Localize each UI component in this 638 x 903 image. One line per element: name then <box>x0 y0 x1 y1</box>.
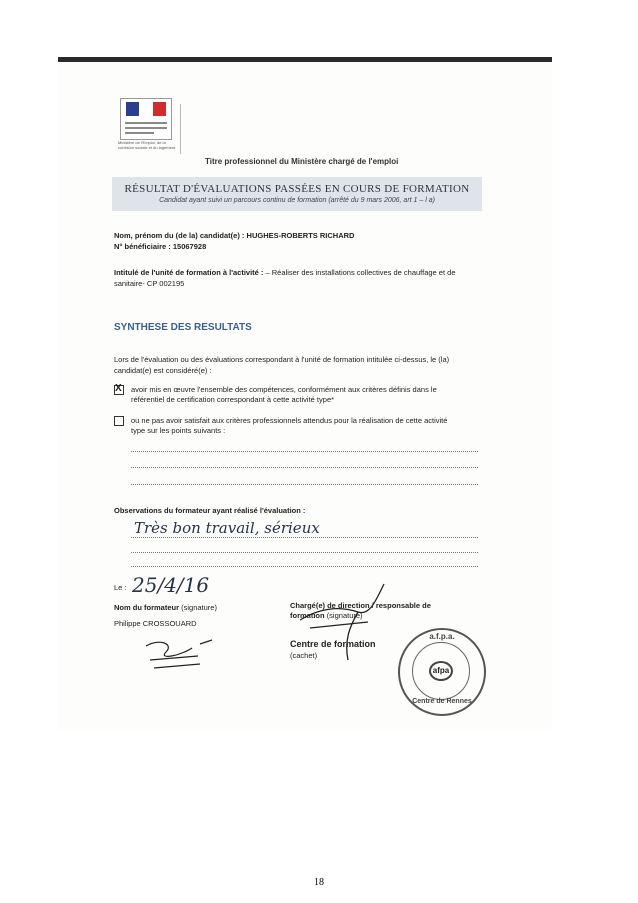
ministry-name: Ministère de l'Emploi, de la cohésion sociale et du logement <box>118 140 176 150</box>
option-not-achieved-checkbox <box>114 416 124 426</box>
stamp-bottom-text: Centre de Rennes <box>412 698 472 705</box>
checkbox-mark: X <box>115 383 122 394</box>
afpa-logo-icon: afpa <box>429 661 453 681</box>
option-not-achieved-line2: type sur les points suivants : <box>131 426 226 435</box>
points-line-2 <box>131 467 478 468</box>
option-achieved-line1: avoir mis en œuvre l'ensemble des compétences, conformément aux critères définis dans le <box>131 385 437 394</box>
unit-value-line1: – Réaliser des installations collectives de chauffage et de <box>265 268 456 277</box>
option-achieved-line2: référentiel de certification correspondant à cette activité type* <box>131 395 335 404</box>
candidate-name-row <box>114 231 354 240</box>
observations-line-2 <box>131 552 478 553</box>
trainer-hint: (signature) <box>181 603 217 612</box>
points-line-3 <box>131 484 478 485</box>
beneficiary-value: 15067928 <box>172 242 207 251</box>
manager-label-line2: formation <box>290 611 325 620</box>
trainer-signature-icon <box>140 634 220 678</box>
date-label: Le : <box>114 583 127 592</box>
stamp-top-text: a.f.p.a. <box>429 632 455 641</box>
banner-subtitle: Candidat ayant suivi un parcours continu de formation (arrêté du 9 mars 2006, art 1 – l a) <box>159 197 435 204</box>
unit-value-line2: sanitaire- CP 002195 <box>114 279 185 288</box>
date-value: 25/4/16 <box>132 573 210 597</box>
observations-line-1 <box>131 537 478 538</box>
beneficiary-label: N° bénéficiaire : <box>114 242 171 251</box>
observations-handwriting: Très bon travail, sérieux <box>134 519 320 537</box>
trainer-name: Philippe CROSSOUARD <box>114 619 197 628</box>
observations-line-3 <box>131 566 478 567</box>
center-label: Centre de formation <box>290 639 376 649</box>
unit-label: Intitulé de l'unité de formation à l'activité : <box>114 268 264 277</box>
synthesis-heading: SYNTHESE DES RESULTATS <box>114 322 252 333</box>
beneficiary-row <box>114 242 206 251</box>
synthesis-intro-line1: Lors de l'évaluation ou des évaluations correspondant à l'unité de formation intitulée ci-dessus, le (la) <box>114 355 450 364</box>
center-hint: (cachet) <box>290 651 318 660</box>
trainer-label: Nom du formateur <box>114 603 180 612</box>
republic-logo <box>120 98 172 140</box>
trainer-label-row <box>114 603 217 612</box>
afpa-stamp <box>398 628 486 716</box>
manager-hint: (signature) <box>326 611 363 620</box>
manager-label-line1: Chargé(e) de direction / responsable de <box>290 601 431 610</box>
logo-divider <box>180 104 181 154</box>
banner-title: RÉSULTAT D'ÉVALUATIONS PASSÉES EN COURS DE FORMATION <box>124 183 470 195</box>
unit-row <box>114 268 456 277</box>
document-title: Titre professionnel du Ministère chargé de l'emploi <box>205 157 399 166</box>
synthesis-intro-line2: candidat(e) est considéré(e) : <box>114 366 212 375</box>
option-not-achieved-line1: ou ne pas avoir satisfait aux critères professionnels attendus pour la réalisation de cette activité <box>131 416 448 425</box>
points-line-1 <box>131 451 478 452</box>
observations-label: Observations du formateur ayant réalisé l'évaluation : <box>114 506 306 515</box>
page-number: 18 <box>314 877 324 888</box>
candidate-name-label: Nom, prénom du (de la) candidat(e) : <box>114 231 245 240</box>
french-flag-icon <box>126 102 166 116</box>
candidate-name-value: HUGHES-ROBERTS RICHARD <box>246 231 355 240</box>
option-achieved-checkbox <box>114 385 124 395</box>
